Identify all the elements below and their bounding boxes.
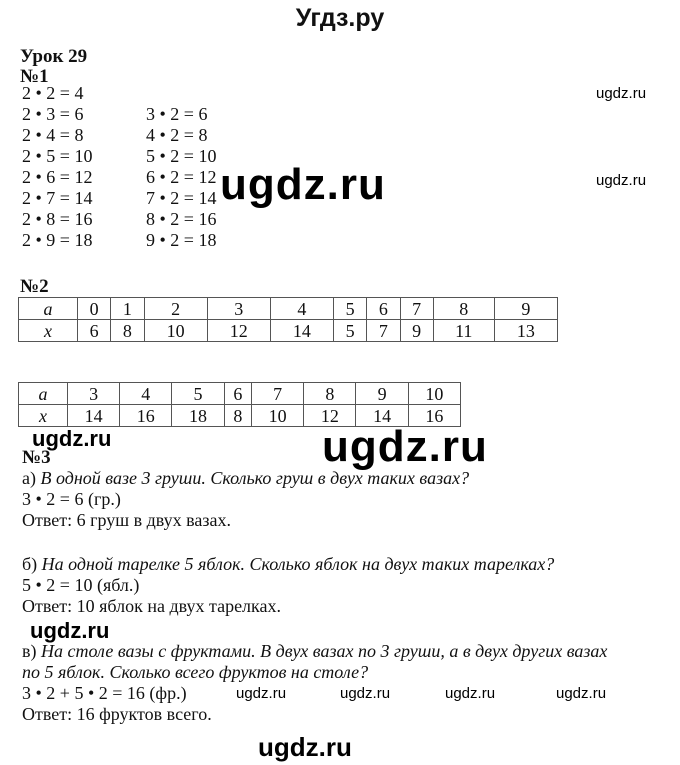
watermark: ugdz.ru bbox=[445, 685, 496, 702]
table-cell: 18 bbox=[172, 405, 224, 427]
table-cell: 14 bbox=[270, 320, 333, 342]
row-label: x bbox=[19, 320, 78, 342]
item-prefix: б) bbox=[22, 554, 42, 574]
table-cell: 10 bbox=[408, 383, 460, 405]
equation: 2 • 8 = 16 bbox=[22, 209, 93, 229]
problem-v-question-line1 bbox=[22, 641, 607, 662]
table-cell: 7 bbox=[367, 320, 400, 342]
table-cell: 7 bbox=[252, 383, 304, 405]
table-cell: 5 bbox=[172, 383, 224, 405]
problem-b-question bbox=[22, 554, 554, 575]
watermark: ugdz.ru bbox=[236, 685, 287, 702]
table-cell: 8 bbox=[304, 383, 356, 405]
table-cell: 6 bbox=[367, 298, 400, 320]
table-cell: 10 bbox=[144, 320, 207, 342]
task3-a bbox=[22, 468, 469, 531]
table-cell: 10 bbox=[252, 405, 304, 427]
equation: 2 • 7 = 14 bbox=[22, 188, 93, 208]
table-cell: 1 bbox=[111, 298, 144, 320]
equation: 4 • 2 = 8 bbox=[146, 125, 208, 145]
problem-a-question bbox=[22, 468, 469, 489]
problem-v-question-line2: по 5 яблок. Сколько всего фруктов на столе? bbox=[22, 662, 369, 682]
task3-v bbox=[22, 641, 607, 725]
watermark: ugdz.ru bbox=[32, 426, 112, 451]
task2-table-1 bbox=[18, 297, 558, 342]
watermark: ugdz.ru bbox=[30, 618, 110, 643]
table-cell: 14 bbox=[68, 405, 120, 427]
table-cell: 9 bbox=[494, 298, 557, 320]
problem-a-solution: 3 • 2 = 6 (гр.) bbox=[22, 489, 121, 509]
row-label: x bbox=[19, 405, 68, 427]
equation: 2 • 6 = 12 bbox=[22, 167, 93, 187]
problem-v-solution: 3 • 2 + 5 • 2 = 16 (фр.) bbox=[22, 683, 187, 703]
item-prefix: а) bbox=[22, 468, 41, 488]
task1-left-column bbox=[22, 83, 92, 251]
table-cell: 12 bbox=[207, 320, 270, 342]
table-cell: 3 bbox=[207, 298, 270, 320]
watermark: ugdz.ru bbox=[258, 732, 352, 762]
row-label: a bbox=[19, 298, 78, 320]
lesson-heading: Урок 29 bbox=[20, 46, 88, 67]
table-cell: 6 bbox=[224, 383, 251, 405]
problem-v-answer: Ответ: 16 фруктов всего. bbox=[22, 704, 212, 724]
table-cell: 9 bbox=[356, 383, 408, 405]
watermark: ugdz.ru bbox=[340, 685, 391, 702]
problem-b-solution: 5 • 2 = 10 (ябл.) bbox=[22, 575, 140, 595]
table-cell: 7 bbox=[400, 298, 433, 320]
table-cell: 2 bbox=[144, 298, 207, 320]
table-cell: 3 bbox=[68, 383, 120, 405]
table-cell: 12 bbox=[304, 405, 356, 427]
watermark: ugdz.ru bbox=[596, 85, 647, 102]
task1-right-column bbox=[146, 104, 216, 251]
table-cell: 16 bbox=[408, 405, 460, 427]
table-cell: 6 bbox=[78, 320, 111, 342]
problem-b-answer: Ответ: 10 яблок на двух тарелках. bbox=[22, 596, 282, 616]
table-cell: 16 bbox=[120, 405, 172, 427]
equation: 5 • 2 = 10 bbox=[146, 146, 217, 166]
problem-a-answer: Ответ: 6 груш в двух вазах. bbox=[22, 510, 232, 530]
table-cell: 5 bbox=[334, 320, 367, 342]
equation: 3 • 2 = 6 bbox=[146, 104, 208, 124]
question-text: На столе вазы с фруктами. В двух вазах по 3 груши, а в двух других вазах bbox=[41, 641, 608, 661]
equation: 2 • 5 = 10 bbox=[22, 146, 93, 166]
table-cell: 13 bbox=[494, 320, 557, 342]
table-cell: 4 bbox=[270, 298, 333, 320]
watermark: ugdz.ru bbox=[556, 685, 607, 702]
equation: 7 • 2 = 14 bbox=[146, 188, 217, 208]
task1-label: №1 bbox=[20, 66, 49, 87]
task3-label: №3 bbox=[22, 447, 51, 468]
watermark: ugdz.ru bbox=[596, 172, 647, 189]
table-cell: 5 bbox=[334, 298, 367, 320]
question-text: На одной тарелке 5 яблок. Сколько яблок на двух таких тарелках? bbox=[41, 554, 555, 574]
table-cell: 8 bbox=[433, 298, 494, 320]
watermark: ugdz.ru bbox=[220, 160, 386, 209]
table-cell: 8 bbox=[224, 405, 251, 427]
equation: 9 • 2 = 18 bbox=[146, 230, 217, 250]
table-cell: 4 bbox=[120, 383, 172, 405]
table-cell: 14 bbox=[356, 405, 408, 427]
equation: 8 • 2 = 16 bbox=[146, 209, 217, 229]
table-cell: 8 bbox=[111, 320, 144, 342]
task3-b bbox=[22, 554, 554, 617]
equation: 6 • 2 = 12 bbox=[146, 167, 217, 187]
table-row-x bbox=[19, 320, 558, 342]
task2-table-2 bbox=[18, 382, 461, 427]
item-prefix: в) bbox=[22, 641, 41, 661]
equation: 2 • 3 = 6 bbox=[22, 104, 84, 124]
task2-label: №2 bbox=[20, 276, 49, 297]
question-text: В одной вазе 3 груши. Сколько груш в двух таких вазах? bbox=[40, 468, 470, 488]
table-row-a bbox=[19, 383, 461, 405]
site-title: Угдз.ру bbox=[295, 4, 385, 32]
table-cell: 0 bbox=[78, 298, 111, 320]
table-row-a bbox=[19, 298, 558, 320]
row-label: a bbox=[19, 383, 68, 405]
watermark: ugdz.ru bbox=[322, 422, 488, 471]
table-cell: 9 bbox=[400, 320, 433, 342]
equation: 2 • 9 = 18 bbox=[22, 230, 93, 250]
table-cell: 11 bbox=[433, 320, 494, 342]
equation: 2 • 4 = 8 bbox=[22, 125, 84, 145]
equation: 2 • 2 = 4 bbox=[22, 83, 84, 103]
